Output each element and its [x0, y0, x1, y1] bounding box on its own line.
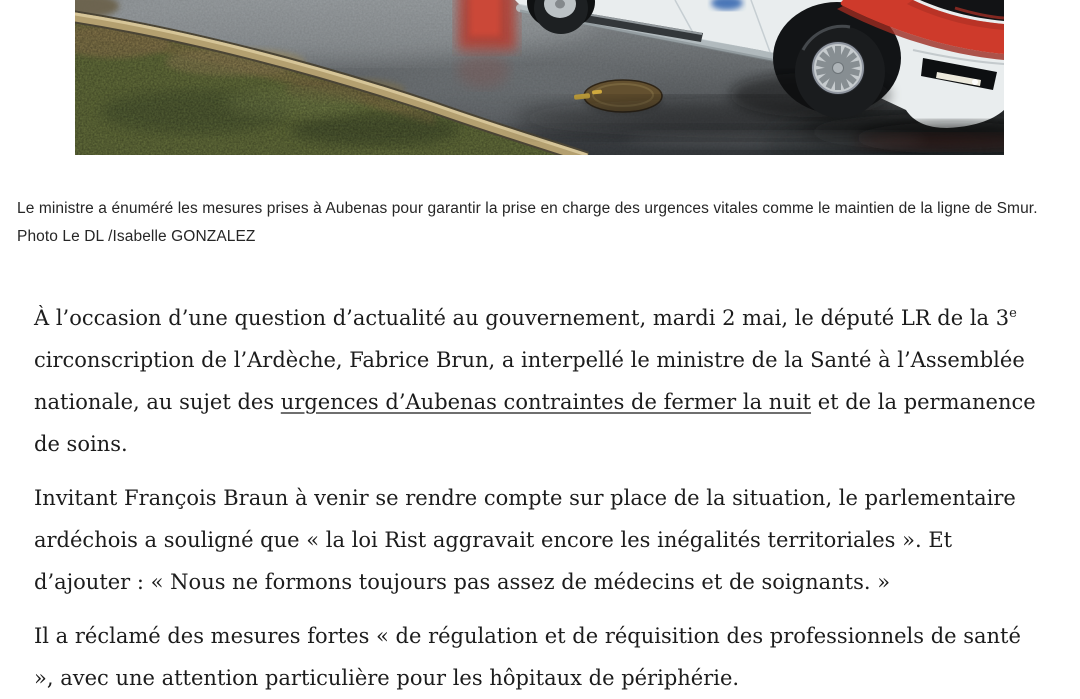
paragraph-1-text-end: et de la permanence de soins. — [34, 390, 1036, 456]
paragraph-1-text-middle: circonscription de l’Ardèche, Fabrice Brun, a interpellé le ministre de la Santé à l’Assemblée nationale, au sujet des — [34, 348, 1025, 414]
link-urgences-aubenas[interactable]: urgences d’Aubenas contraintes de fermer la nuit — [280, 390, 812, 414]
paragraph-2: Invitant François Braun à venir se rendre compte sur place de la situation, le parlementaire ardéchois a souligné que « la loi Rist aggravait encore les inégalités territoriales ». Et d’ajouter : « Nous ne formons toujours pas assez de médecins et de soignants. » — [34, 486, 1016, 594]
paragraph-1-text-start: À l’occasion d’une question d’actualité au gouvernement, mardi 2 mai, le député LR de la 3 — [34, 306, 1010, 330]
article-body — [34, 297, 1045, 699]
article-figure — [0, 0, 1080, 251]
photo-caption: Le ministre a énuméré les mesures prises à Aubenas pour garantir la prise en charge des urgences vitales comme le maintien de la ligne de Smur. Photo Le DL /Isabelle GONZALEZ — [17, 200, 1038, 245]
red-blur-reflection — [457, 0, 516, 88]
paragraph-3: Il a réclamé des mesures fortes « de régulation et de réquisition des professionnels de santé », avec une attention particulière pour les hôpitaux de périphérie. — [34, 624, 1021, 690]
article-photo — [75, 0, 1004, 155]
superscript-e: e — [1009, 306, 1017, 321]
paragraph-1 — [34, 297, 1045, 465]
ambulance-photo-illustration — [75, 0, 1004, 155]
